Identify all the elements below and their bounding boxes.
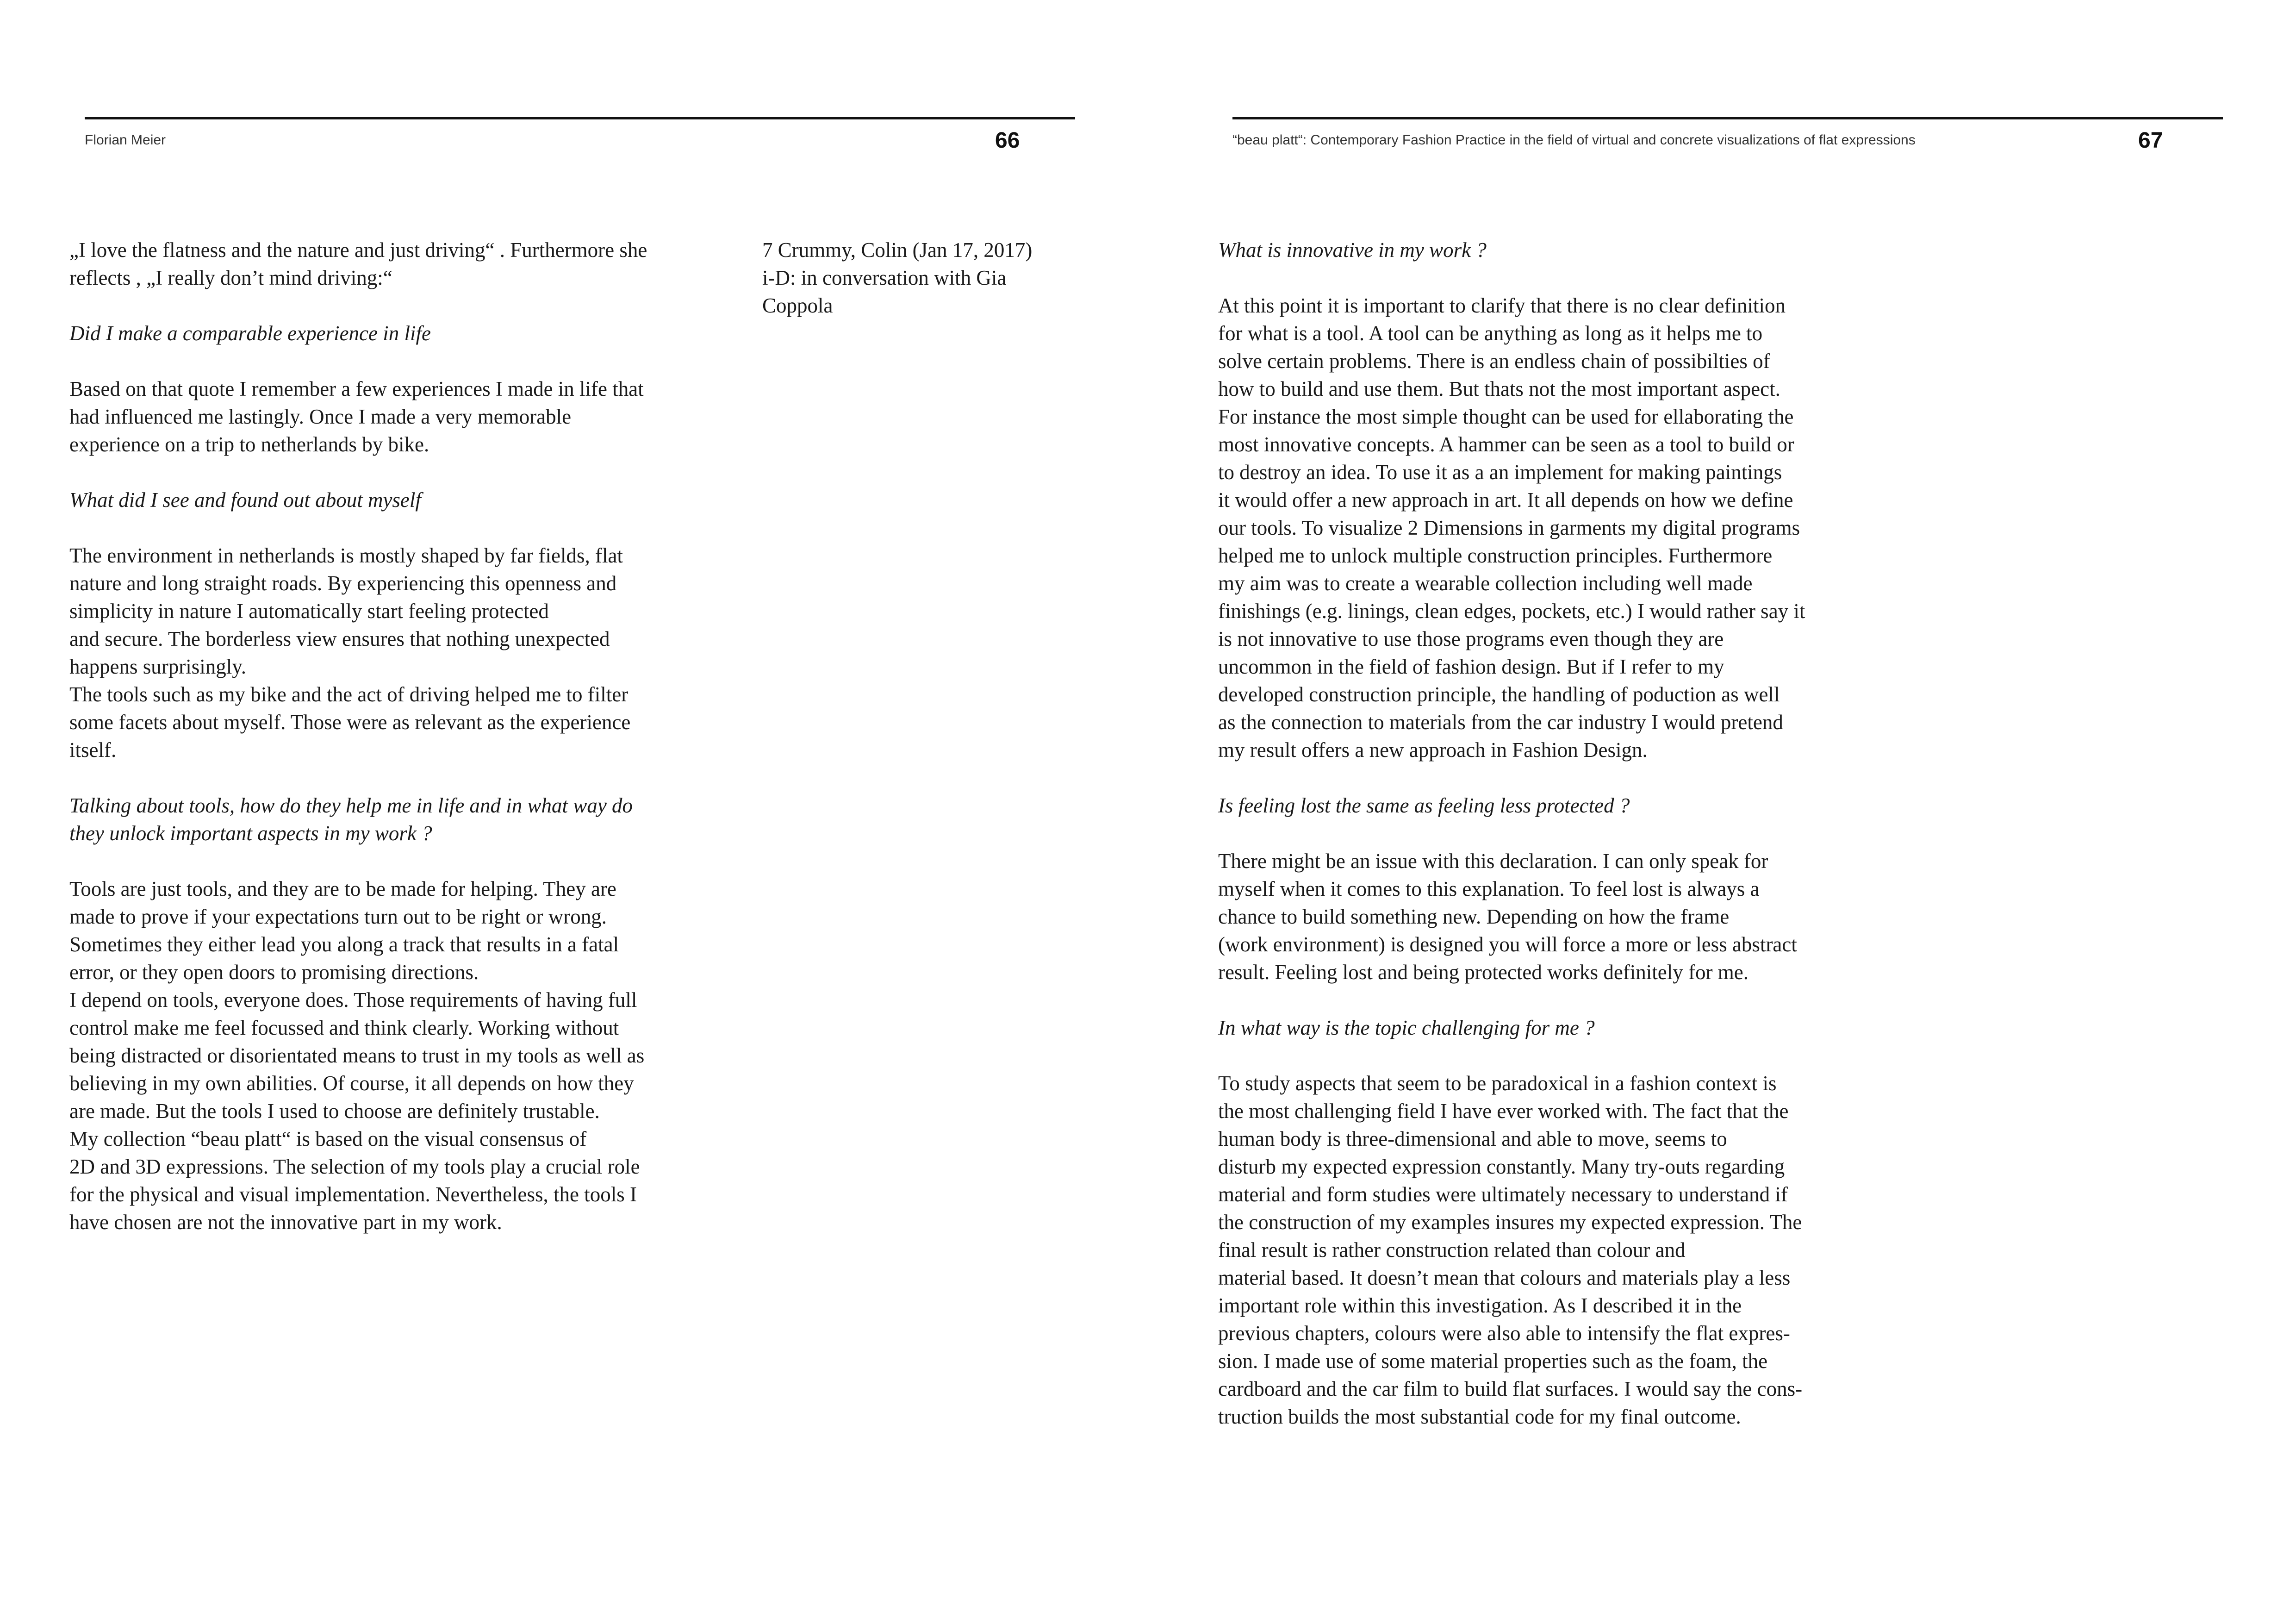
body-text-column [69,236,731,1264]
text-line: my result offers a new approach in Fashion Design. [1218,738,1648,762]
text-line: material and form studies were ultimately necessary to understand if [1218,1183,1788,1206]
text-line: the most challenging field I have ever worked with. The fact that the [1218,1099,1789,1123]
text-line: as the connection to materials from the car industry I would pretend [1218,711,1783,734]
body-paragraph [1218,292,1866,764]
text-line: developed construction principle, the handling of poduction as well [1218,683,1780,706]
body-paragraph [69,542,731,764]
section-question [69,486,731,514]
text-line: reflects , „I really don’t mind driving:“ [69,266,392,289]
text-line: uncommon in the field of fashion design. But if I refer to my [1218,655,1724,678]
text-line: My collection “beau platt“ is based on the visual consensus of [69,1127,587,1150]
text-line: error, or they open doors to promising directions. [69,961,479,984]
running-head-title: “beau platt“: Contemporary Fashion Practice in the field of virtual and concrete visualizations of flat expressions [1232,132,1916,148]
text-line: result. Feeling lost and being protected works definitely for me. [1218,961,1748,984]
text-line: is not innovative to use those programs even though they are [1218,627,1724,650]
text-line: myself when it comes to this explanation. To feel lost is always a [1218,877,1760,900]
text-line: What did I see and found out about myself [69,488,421,512]
text-line: Is feeling lost the same as feeling less protected ? [1218,794,1630,817]
text-line: have chosen are not the innovative part in my work. [69,1211,502,1234]
footnote-line: i-D: in conversation with Gia [762,266,1007,289]
text-line: believing in my own abilities. Of course, it all depends on how they [69,1072,634,1095]
text-line: nature and long straight roads. By experiencing this openness and [69,572,617,595]
text-line: for what is a tool. A tool can be anything as long as it helps me to [1218,322,1763,345]
section-question [69,792,731,847]
footnote [762,236,1086,319]
text-line: to destroy an idea. To use it as a an implement for making paintings [1218,461,1782,484]
body-paragraph [69,375,731,458]
text-line: To study aspects that seem to be paradoxical in a fashion context is [1218,1072,1777,1095]
text-line: (work environment) is designed you will force a more or less abstract [1218,933,1797,956]
header-rule [85,117,1075,119]
text-line: important role within this investigation. As I described it in the [1218,1294,1742,1317]
text-line: final result is rather construction related than colour and [1218,1238,1686,1262]
text-line: made to prove if your expectations turn out to be right or wrong. [69,905,607,928]
text-line: previous chapters, colours were also able to intensify the flat expres- [1218,1322,1790,1345]
text-line: The environment in netherlands is mostly shaped by far fields, flat [69,544,623,567]
text-line: Did I make a comparable experience in life [69,322,431,345]
text-line: What is innovative in my work ? [1218,238,1487,262]
text-line: material based. It doesn’t mean that colours and materials play a less [1218,1266,1791,1289]
text-line: The tools such as my bike and the act of driving helped me to filter [69,683,628,706]
text-line: control make me feel focussed and think clearly. Working without [69,1016,619,1039]
body-paragraph [69,875,731,1236]
text-line: for the physical and visual implementation. Nevertheless, the tools I [69,1183,637,1206]
text-line: sion. I made use of some material properties such as the foam, the [1218,1349,1768,1373]
text-line: At this point it is important to clarify that there is no clear definition [1218,294,1786,317]
text-line: truction builds the most substantial code for my final outcome. [1218,1405,1741,1428]
text-line: helped me to unlock multiple construction principles. Furthermore [1218,544,1773,567]
text-line: being distracted or disorientated means to trust in my tools as well as [69,1044,645,1067]
section-question [1218,792,1866,819]
text-line: are made. But the tools I used to choose are definitely trustable. [69,1099,600,1123]
text-line: chance to build something new. Depending on how the frame [1218,905,1730,928]
text-line: human body is three-dimensional and able to move, seems to [1218,1127,1727,1150]
text-line: disturb my expected expression constantly. Many try-outs regarding [1218,1155,1785,1178]
text-line: solve certain problems. There is an endless chain of possibilties of [1218,350,1770,373]
text-line: Based on that quote I remember a few experiences I made in life that [69,377,644,400]
footnote-line: 7 Crummy, Colin (Jan 17, 2017) [762,238,1033,262]
body-paragraph [1218,1069,1866,1430]
text-line: For instance the most simple thought can be used for ellaborating the [1218,405,1794,428]
text-line: „I love the flatness and the nature and just driving“ . Furthermore she [69,238,647,262]
text-line: There might be an issue with this declaration. I can only speak for [1218,849,1768,873]
text-line: happens surprisingly. [69,655,247,678]
body-paragraph [69,236,731,292]
text-line: had influenced me lastingly. Once I made a very memorable [69,405,572,428]
text-line: In what way is the topic challenging for me ? [1218,1016,1595,1039]
text-line: cardboard and the car film to build flat surfaces. I would say the cons- [1218,1377,1803,1400]
text-line: simplicity in nature I automatically start feeling protected [69,600,549,623]
text-line: finishings (e.g. linings, clean edges, pockets, etc.) I would rather say it [1218,600,1805,623]
section-question [1218,236,1866,264]
text-line: my aim was to create a wearable collection including well made [1218,572,1753,595]
page-number: 67 [2138,128,2163,153]
header-rule [1232,117,2223,119]
text-line: our tools. To visualize 2 Dimensions in garments my digital programs [1218,516,1800,539]
text-line: it would offer a new approach in art. It all depends on how we define [1218,488,1793,512]
text-line: the construction of my examples insures my expected expression. The [1218,1211,1802,1234]
running-head-author: Florian Meier [85,132,166,148]
page-number: 66 [995,128,1020,153]
section-question [1218,1014,1866,1042]
text-line: most innovative concepts. A hammer can be seen as a tool to build or [1218,433,1794,456]
text-line: they unlock important aspects in my work ? [69,822,432,845]
text-line: 2D and 3D expressions. The selection of my tools play a crucial role [69,1155,640,1178]
body-text-column [1218,236,1866,1458]
text-line: I depend on tools, everyone does. Those requirements of having full [69,988,637,1012]
text-line: experience on a trip to netherlands by bike. [69,433,429,456]
text-line: and secure. The borderless view ensures that nothing unexpected [69,627,610,650]
section-question [69,319,731,347]
text-line: Tools are just tools, and they are to be made for helping. They are [69,877,616,900]
footnote-line: Coppola [762,294,833,317]
text-line: itself. [69,738,117,762]
right-page [1148,0,2296,1624]
text-line: some facets about myself. Those were as relevant as the experience [69,711,631,734]
text-line: Talking about tools, how do they help me in life and in what way do [69,794,633,817]
text-line: Sometimes they either lead you along a track that results in a fatal [69,933,619,956]
body-paragraph [1218,847,1866,986]
text-line: how to build and use them. But thats not the most important aspect. [1218,377,1780,400]
